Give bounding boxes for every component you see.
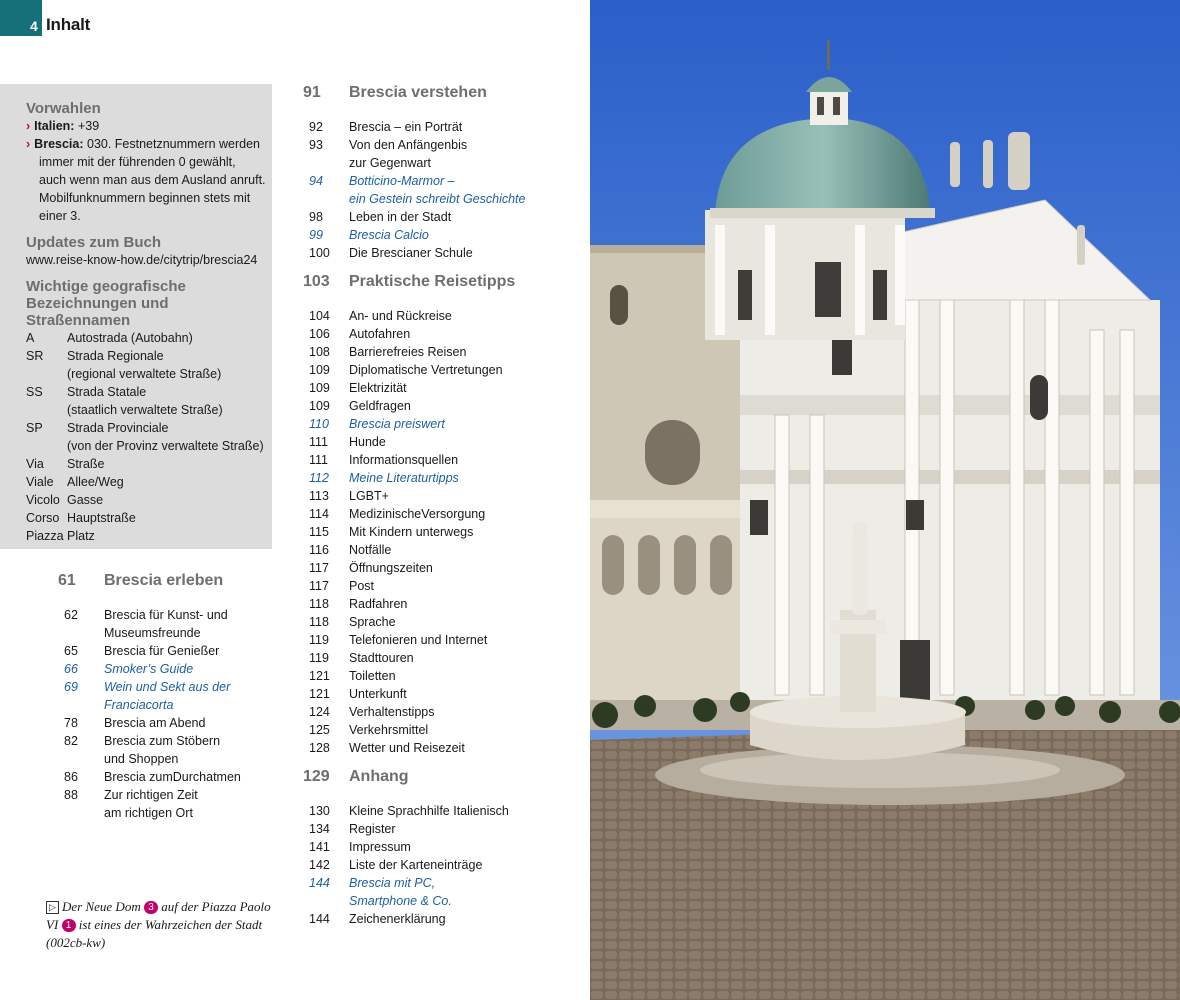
entry-page-number: 116 [309, 543, 329, 557]
entry-page-number: 117 [309, 561, 329, 575]
entry-page-number: 144 [309, 876, 330, 890]
toc-entry[interactable] [303, 325, 543, 343]
section-page-number: 129 [303, 768, 330, 785]
abbreviation-key: Vicolo [26, 493, 60, 507]
entry-page-number: 141 [309, 840, 330, 854]
toc-entry[interactable] [303, 631, 543, 649]
caption-arrow-icon: ▷ [46, 901, 59, 914]
toc-entry[interactable] [303, 892, 543, 910]
abbreviation-key: Viale [26, 475, 54, 489]
entry-title: Brescia für Kunst- und [104, 608, 228, 622]
entry-page-number: 142 [309, 858, 330, 872]
toc-section-heading[interactable] [303, 273, 543, 307]
entry-page-number: 108 [309, 345, 330, 359]
entry-page-number: 124 [309, 705, 330, 719]
entry-page-number: 93 [309, 138, 323, 152]
toc-entry[interactable] [303, 190, 543, 208]
toc-entry[interactable] [303, 433, 543, 451]
abbreviation-row [26, 473, 266, 491]
section-title: Praktische Reisetipps [349, 273, 516, 290]
entry-title: Smartphone & Co. [349, 894, 452, 908]
entry-page-number: 112 [309, 471, 329, 485]
entry-title: Brescia mit PC, [349, 876, 436, 890]
abbreviation-row [26, 383, 266, 401]
toc-entry[interactable] [303, 244, 543, 262]
page-number: 4 [30, 18, 38, 34]
entry-title: Meine Literaturtipps [349, 471, 459, 485]
toc-entry[interactable] [303, 154, 543, 172]
abbreviation-key: SP [26, 421, 43, 435]
toc-entry[interactable] [303, 667, 543, 685]
entry-page-number: 65 [64, 644, 78, 658]
toc-entry[interactable] [303, 541, 543, 559]
entry-page-number: 119 [309, 633, 329, 647]
entry-title: und Shoppen [104, 752, 179, 766]
entry-title: Hunde [349, 435, 386, 449]
entry-title: MedizinischeVersorgung [349, 507, 486, 521]
entry-title: Stadttouren [349, 651, 414, 665]
entry-page-number: 111 [309, 435, 329, 449]
toc-entry[interactable] [303, 397, 543, 415]
entry-page-number: 130 [309, 804, 330, 818]
toc-entry[interactable] [303, 523, 543, 541]
toc-entry[interactable] [58, 624, 273, 642]
toc-entry[interactable] [303, 559, 543, 577]
entry-page-number: 86 [64, 770, 78, 784]
entry-title: Mit Kindern unterwegs [349, 525, 474, 539]
entry-page-number: 88 [64, 788, 78, 802]
abbreviation-row [26, 509, 266, 527]
toc-section-brescia-erleben [58, 572, 273, 822]
entry-page-number: 92 [309, 120, 323, 134]
toc-entry[interactable] [303, 721, 543, 739]
toc-entry[interactable] [303, 838, 543, 856]
abbreviation-row [26, 347, 266, 365]
section-title: Anhang [349, 768, 409, 785]
entry-page-number: 78 [64, 716, 78, 730]
entry-title: Sprache [349, 615, 396, 629]
cathedral-photo [590, 0, 1180, 1000]
toc-entry[interactable] [58, 768, 273, 786]
toc-entry[interactable] [303, 343, 543, 361]
brescia-line: › Brescia: 030. Festnetznummern werden immer mit der führenden 0 gewählt, auch wenn man aus dem Ausland anruft. Mobilfunknummern beginnen stets mit einer 3. [26, 137, 266, 223]
entry-title: Radfahren [349, 597, 408, 611]
entry-title: Brescia für Genießer [104, 644, 220, 658]
entry-page-number: 109 [309, 363, 330, 377]
entry-page-number: 121 [309, 669, 330, 683]
abbreviation-value: Allee/Weg [67, 475, 124, 489]
abbreviation-value: (staatlich verwaltete Straße) [67, 403, 223, 417]
abbreviation-value: Hauptstraße [67, 511, 136, 525]
entry-page-number: 114 [309, 507, 329, 521]
toc-entry[interactable] [303, 649, 543, 667]
entry-title: Von den Anfängenbis [349, 138, 468, 152]
toc-entry[interactable] [58, 750, 273, 768]
photo-caption: ▷ Der Neue Dom 3 auf der Piazza Paolo VI 1 ist eines der Wahrzeichen der Stadt (002cb-kw) [46, 899, 271, 950]
toc-entry[interactable] [303, 487, 543, 505]
entry-title: Botticino-Marmor – [349, 174, 455, 188]
chevron-right-icon: › [26, 119, 31, 133]
updates-heading: Updates zum Buch [26, 234, 162, 251]
abbreviation-value: Platz [67, 529, 95, 543]
toc-entry[interactable] [303, 595, 543, 613]
entry-title: Die Brescianer Schule [349, 246, 473, 260]
toc-entry[interactable] [303, 307, 543, 325]
entry-page-number: 128 [309, 741, 330, 755]
toc-entry[interactable] [303, 505, 543, 523]
toc-entry[interactable] [303, 469, 543, 487]
entry-page-number: 82 [64, 734, 78, 748]
toc-entry[interactable] [303, 874, 543, 892]
entry-page-number: 62 [64, 608, 78, 622]
entry-page-number: 110 [309, 417, 329, 431]
entry-title: Elektrizität [349, 381, 407, 395]
toc-entry[interactable] [303, 820, 543, 838]
toc-entry[interactable] [303, 910, 543, 928]
entry-title: Barrierefreies Reisen [349, 345, 467, 359]
abbreviation-key: SS [26, 385, 43, 399]
entry-title: Toiletten [349, 669, 396, 683]
abbreviation-value: Strada Provinciale [67, 421, 169, 435]
entry-page-number: 144 [309, 912, 330, 926]
section-page-number: 61 [58, 572, 76, 589]
entry-title: An- und Rückreise [349, 309, 452, 323]
toc-entry[interactable] [303, 136, 543, 154]
abbreviation-value: (regional verwaltete Straße) [67, 367, 222, 381]
map-marker-badge: 1 [62, 919, 76, 932]
vorwahlen-heading: Vorwahlen [26, 100, 101, 117]
entry-title: Öffnungszeiten [349, 561, 433, 575]
toc-entry[interactable] [303, 415, 543, 433]
abbreviation-key: Via [26, 457, 44, 471]
abbreviation-key: A [26, 331, 35, 345]
entry-title: Brescia preiswert [349, 417, 445, 431]
toc-entry[interactable] [58, 786, 273, 804]
entry-page-number: 117 [309, 579, 329, 593]
entry-title: Impressum [349, 840, 411, 854]
abbreviation-key [26, 401, 67, 419]
entry-title: Brescia – ein Porträt [349, 120, 463, 134]
abbreviation-value: Straße [67, 457, 105, 471]
abbreviation-row [26, 437, 266, 455]
entry-title: Brescia zumDurchatmen [104, 770, 241, 784]
page-title: Inhalt [46, 15, 91, 34]
abbreviation-value: (von der Provinz verwaltete Straße) [67, 439, 264, 453]
abbreviation-row [26, 401, 266, 419]
entry-title: am richtigen Ort [104, 806, 193, 820]
entry-title: Franciacorta [104, 698, 174, 712]
entry-title: ein Gestein schreibt Geschichte [349, 192, 526, 206]
entry-page-number [58, 624, 104, 642]
entry-page-number: 98 [309, 210, 323, 224]
entry-page-number: 121 [309, 687, 330, 701]
abbreviation-row [26, 419, 266, 437]
toc-entry[interactable] [303, 703, 543, 721]
toc-entry[interactable] [303, 208, 543, 226]
toc-section-heading[interactable] [303, 84, 543, 118]
toc-entry[interactable] [58, 606, 273, 624]
abbreviation-value: Strada Regionale [67, 349, 164, 363]
updates-url[interactable]: www.reise-know-how.de/citytrip/brescia24 [26, 253, 258, 267]
entry-title: Geldfragen [349, 399, 411, 413]
entry-page-number [58, 750, 104, 768]
abbreviation-key: Corso [26, 511, 60, 525]
toc-entry[interactable] [303, 613, 543, 631]
abbreviation-value: Autostrada (Autobahn) [67, 331, 193, 345]
toc-entry[interactable] [303, 685, 543, 703]
section-page-number: 103 [303, 273, 330, 290]
toc-section-heading[interactable] [58, 572, 273, 606]
entry-page-number: 118 [309, 615, 329, 629]
abbreviation-value: Strada Statale [67, 385, 147, 399]
entry-page-number: 125 [309, 723, 330, 737]
abbreviation-row [26, 365, 266, 383]
info-box [0, 84, 272, 549]
entry-title: Smoker’s Guide [104, 662, 194, 676]
entry-page-number: 66 [64, 662, 78, 676]
section-title: Brescia verstehen [349, 84, 487, 101]
entry-title: Leben in der Stadt [349, 210, 452, 224]
abbreviation-key [26, 437, 67, 455]
entry-page-number: 99 [309, 228, 323, 242]
toc-right-column [303, 84, 543, 928]
toc-entry[interactable] [303, 577, 543, 595]
entry-title: Museumsfreunde [104, 626, 201, 640]
abbreviation-row [26, 527, 266, 545]
abbreviation-key: SR [26, 349, 44, 363]
toc-entry[interactable] [303, 739, 543, 757]
entry-title: LGBT+ [349, 489, 389, 503]
entry-title: Register [349, 822, 396, 836]
entry-page-number [303, 190, 349, 208]
entry-title: Notfälle [349, 543, 392, 557]
entry-title: Brescia am Abend [104, 716, 206, 730]
entry-title: Wetter und Reisezeit [349, 741, 465, 755]
entry-title: Liste der Karteneinträge [349, 858, 483, 872]
entry-page-number [303, 892, 349, 910]
toc-entry[interactable] [303, 856, 543, 874]
abbreviation-key: Piazza [26, 529, 64, 543]
toc-entry[interactable] [58, 642, 273, 660]
toc-entry[interactable] [58, 804, 273, 822]
entry-page-number: 109 [309, 399, 330, 413]
toc-entry[interactable] [303, 226, 543, 244]
entry-title: Autofahren [349, 327, 411, 341]
entry-page-number: 109 [309, 381, 330, 395]
entry-page-number [58, 804, 104, 822]
entry-page-number: 134 [309, 822, 330, 836]
entry-page-number: 119 [309, 651, 329, 665]
entry-page-number: 69 [64, 680, 78, 694]
abbreviation-row [26, 491, 266, 509]
entry-title: Brescia Calcio [349, 228, 429, 242]
entry-title: Post [349, 579, 375, 593]
entry-page-number: 113 [309, 489, 329, 503]
section-title: Brescia erleben [104, 572, 224, 589]
map-marker-badge: 3 [144, 901, 158, 914]
toc-entry[interactable] [303, 802, 543, 820]
entry-page-number: 100 [309, 246, 330, 260]
entry-title: Verkehrsmittel [349, 723, 429, 737]
toc-entry[interactable] [58, 714, 273, 732]
entry-title: Verhaltenstipps [349, 705, 435, 719]
toc-entry[interactable] [58, 678, 273, 696]
italien-line: › Italien: +39 [26, 119, 100, 133]
entry-page-number: 115 [309, 525, 329, 539]
toc-entry[interactable] [58, 732, 273, 750]
toc-entry[interactable] [303, 379, 543, 397]
entry-title: Unterkunft [349, 687, 407, 701]
entry-title: Diplomatische Vertretungen [349, 363, 503, 377]
abbreviation-list [26, 329, 266, 545]
entry-title: zur Gegenwart [349, 156, 431, 170]
entry-page-number [303, 154, 349, 172]
entry-page-number: 104 [309, 309, 330, 323]
entry-title: Telefonieren und Internet [349, 633, 488, 647]
entry-page-number: 94 [309, 174, 323, 188]
entry-title: Zeichenerklärung [349, 912, 446, 926]
entry-page-number: 111 [309, 453, 329, 467]
entry-page-number: 106 [309, 327, 330, 341]
abbreviation-key [26, 365, 67, 383]
toc-entry[interactable] [303, 361, 543, 379]
toc-entry[interactable] [58, 696, 273, 714]
toc-entry[interactable] [303, 118, 543, 136]
chevron-right-icon: › [26, 137, 31, 151]
entry-title: Informationsquellen [349, 453, 459, 467]
section-page-number: 91 [303, 84, 321, 101]
abbreviation-row [26, 455, 266, 473]
entry-page-number: 118 [309, 597, 329, 611]
toc-section-heading[interactable] [303, 768, 543, 802]
entry-page-number [58, 696, 104, 714]
entry-title: Kleine Sprachhilfe Italienisch [349, 804, 509, 818]
geo-heading: Wichtige geografische Bezeichnungen und Straßennamen [26, 278, 186, 329]
entry-title: Brescia zum Stöbern [104, 734, 221, 748]
toc-entry[interactable] [58, 660, 273, 678]
toc-entry[interactable] [303, 172, 543, 190]
abbreviation-value: Gasse [67, 493, 104, 507]
toc-entry[interactable] [303, 451, 543, 469]
entry-title: Wein und Sekt aus der [104, 680, 231, 694]
abbreviation-row [26, 329, 266, 347]
entry-title: Zur richtigen Zeit [104, 788, 198, 802]
